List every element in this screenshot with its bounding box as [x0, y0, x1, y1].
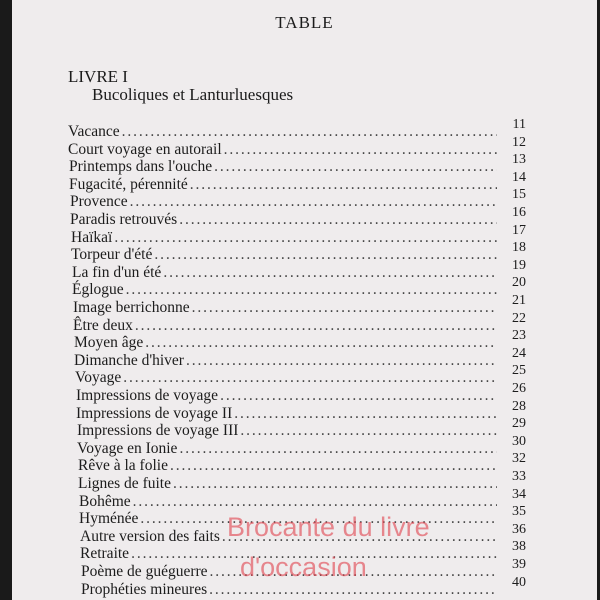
toc-dot-leader: [163, 264, 497, 282]
toc-entry-page: 34: [512, 486, 526, 502]
toc-entry-title: Églogue: [72, 281, 124, 299]
toc-entry-title: Impressions de voyage: [76, 387, 219, 404]
toc-entry-title: Court voyage en autorail: [68, 140, 222, 158]
toc-dot-leader: [234, 405, 497, 423]
toc-entry: [79, 493, 499, 511]
toc-entry-title: Printemps dans l'ouche: [69, 158, 213, 176]
toc-entry: [77, 440, 499, 458]
toc-dot-leader: [214, 158, 497, 176]
toc-entry-page: 40: [512, 574, 526, 590]
toc-entry: [71, 246, 499, 264]
toc-entry-page: 20: [512, 275, 526, 291]
toc-dot-leader: [133, 493, 497, 511]
toc-dot-leader: [192, 299, 497, 317]
toc-entry-title: Rêve à la folie: [78, 457, 168, 475]
toc-entry-page: 15: [512, 187, 526, 203]
toc-entry-page: 21: [512, 293, 526, 308]
page-title: TABLE: [275, 13, 334, 32]
toc-entry: [70, 193, 499, 211]
toc-entry-title: Paradis retrouvés: [70, 211, 178, 228]
toc-entry-title: Retraite: [80, 545, 130, 563]
toc-entry: [76, 405, 499, 423]
toc-entry: [68, 141, 499, 159]
toc-entry-page: 28: [512, 398, 526, 414]
toc-entry-page: 32: [512, 451, 526, 467]
toc-entry: [80, 545, 499, 563]
toc-entry-page: 36: [512, 521, 526, 537]
book-subtitle: Bucoliques et Lanturluesques: [92, 85, 294, 104]
toc-entry-title: Voyage en Ionie: [77, 439, 178, 457]
toc-dot-leader: [114, 229, 497, 247]
toc-entry-page: 33: [512, 469, 526, 484]
toc-entry-page: 29: [512, 416, 526, 432]
toc-entry: [73, 299, 499, 317]
toc-dot-leader: [222, 528, 497, 546]
toc-dot-leader: [220, 387, 497, 405]
toc-entry-title: Impressions de voyage II: [76, 404, 233, 422]
toc-entry-page: 17: [512, 222, 526, 238]
toc-entry-page: 39: [512, 557, 526, 572]
toc-entry-page: 22: [512, 310, 526, 326]
toc-entry-title: Provence: [70, 193, 128, 211]
toc-entry-page: 23: [512, 328, 526, 344]
toc-dot-leader: [123, 369, 497, 387]
toc-entry: [72, 281, 499, 299]
toc-entry: [69, 176, 499, 194]
toc-dot-leader: [131, 545, 497, 563]
toc-entry-page: 24: [512, 345, 526, 361]
toc-entry: [78, 475, 499, 493]
toc-dot-leader: [179, 440, 497, 458]
toc-dot-leader: [126, 281, 497, 299]
toc-entry: [74, 352, 499, 370]
toc-entry: [81, 563, 499, 581]
toc-entry-page: 30: [512, 433, 526, 449]
toc-entry: [79, 510, 499, 528]
toc-entry-page: 35: [512, 504, 526, 520]
toc-entry-title: Vacance: [68, 123, 120, 140]
toc-entry-title: Impressions de voyage III: [77, 422, 239, 440]
watermark-line-1: Brocante du livre: [227, 512, 430, 542]
toc-dot-leader: [154, 246, 497, 264]
toc-entry-page: 13: [512, 152, 526, 168]
toc-entry-page: 25: [512, 363, 526, 379]
toc-entry-page: 26: [512, 381, 526, 396]
toc-entry-page: 18: [512, 240, 526, 256]
toc-entry: [80, 528, 499, 546]
toc-entry-page: 12: [512, 134, 526, 150]
toc-entry-page: 11: [512, 117, 526, 132]
toc-entry-title: Haïkaï: [71, 228, 113, 246]
toc-entry-page: 19: [512, 257, 526, 273]
toc-entry-title: Autre version des faits: [80, 527, 220, 545]
toc-entry: [73, 317, 499, 335]
toc-entry: [68, 123, 499, 141]
toc-entry: [75, 369, 499, 387]
toc-entry: [77, 422, 499, 440]
toc-entry-title: Lignes de fuite: [78, 475, 171, 492]
toc-entry: [72, 264, 499, 282]
toc-entry-title: La fin d'un été: [72, 263, 162, 281]
toc-entry-title: Image berrichonne: [73, 299, 190, 316]
toc-dot-leader: [186, 352, 497, 370]
table-of-contents: [12, 0, 597, 600]
toc-dot-leader: [173, 475, 497, 493]
toc-entry: [78, 457, 499, 475]
watermark-line-2: d'occasion: [240, 552, 367, 582]
toc-entry-title: Être deux: [73, 316, 133, 334]
toc-entry-title: Dimanche d'hiver: [74, 351, 184, 369]
toc-entry: [70, 211, 499, 229]
toc-entry: [74, 334, 499, 352]
book-page: [12, 0, 597, 600]
toc-dot-leader: [190, 176, 497, 194]
toc-dot-leader: [130, 193, 497, 211]
toc-dot-leader: [140, 510, 497, 528]
toc-dot-leader: [135, 317, 497, 335]
toc-entry: [69, 158, 499, 176]
toc-entry-title: Fugacité, pérennité: [69, 175, 188, 193]
toc-dot-leader: [209, 581, 497, 599]
toc-entry-title: Bohême: [79, 492, 131, 510]
toc-dot-leader: [179, 211, 497, 229]
book-label: LIVRE I: [68, 67, 128, 86]
toc-dot-leader: [210, 563, 497, 581]
toc-entry-page: 16: [512, 205, 526, 220]
toc-entry-title: Prophéties mineures: [81, 580, 208, 598]
toc-entry-page: 14: [512, 169, 526, 185]
toc-entry: [76, 387, 499, 405]
toc-entry-title: Hyménée: [79, 510, 139, 528]
toc-dot-leader: [122, 123, 497, 141]
toc-entry-title: Torpeur d'été: [71, 246, 153, 264]
toc-entry: [81, 581, 499, 599]
toc-dot-leader: [170, 457, 497, 475]
toc-entry-page: 38: [512, 539, 526, 555]
toc-entry-title: Poème de guéguerre: [81, 563, 208, 580]
toc-dot-leader: [145, 334, 497, 352]
toc-dot-leader: [224, 141, 497, 159]
toc-entry: [71, 229, 499, 247]
toc-entry-title: Voyage: [75, 369, 122, 387]
toc-dot-leader: [240, 422, 497, 440]
toc-entry-title: Moyen âge: [74, 334, 144, 352]
